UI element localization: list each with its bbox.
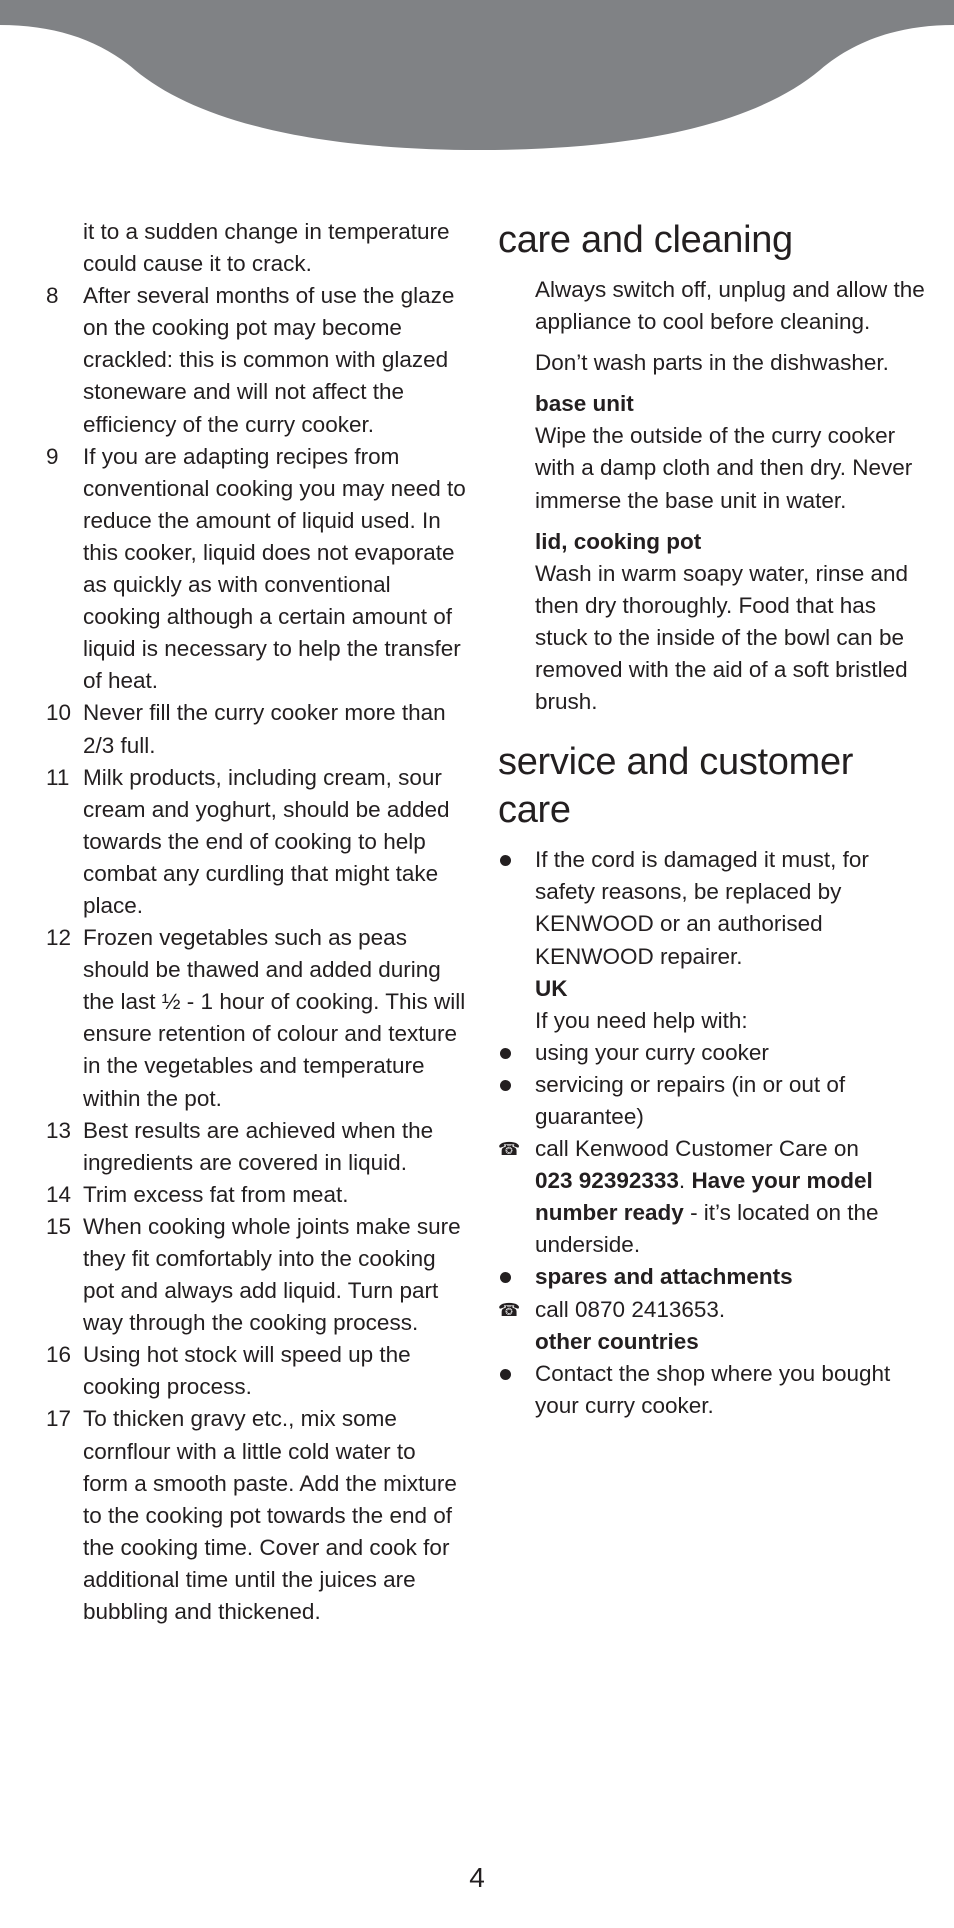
underside-note: - it’s located on the underside. — [535, 1200, 879, 1258]
item-text: Milk products, including cream, sour cream and yoghurt, should be added towards the end of cooking to help combat any curdling that might take place. — [83, 764, 450, 918]
item-text: After several months of use the glaze on the cooking pot may become crackled: this is common with glazed stoneware and will not affect the efficiency of the curry cooker. — [83, 283, 455, 437]
item-text: Trim excess fat from meat. — [83, 1181, 349, 1207]
item-number: 16 — [46, 1342, 72, 1368]
item-text: Frozen vegetables such as peas should be thawed and added during the last ½ - 1 hour of cooking. This will ensure retention of colour and texture in the vegetables and temperature within the pot. — [83, 925, 466, 1111]
model-number-note: Have your model number ready — [535, 1168, 873, 1226]
list-item — [46, 441, 466, 698]
bullet-text: using your curry cooker — [535, 1039, 769, 1065]
list-item — [46, 280, 466, 440]
bullet-text: servicing or repairs (in or out of guarantee) — [535, 1071, 846, 1129]
lid-title: lid, cooking pot — [535, 528, 702, 554]
lid-text: Wash in warm soapy water, rinse and then dry thoroughly. Food that has stuck to the inside of the bowl can be removed with the aid of a soft bristled brush. — [535, 560, 909, 715]
call-text: call Kenwood Customer Care on — [535, 1136, 859, 1162]
care-heading: care and cleaning — [498, 219, 793, 261]
uk-label: UK — [535, 975, 568, 1001]
list-item — [46, 1211, 466, 1339]
item-number: 10 — [46, 700, 72, 726]
item-text: When cooking whole joints make sure they fit comfortably into the cooking pot and always add liquid. Turn part way through the cooking process. — [83, 1213, 461, 1336]
item-number: 17 — [46, 1406, 72, 1432]
right-column — [498, 216, 928, 1422]
list-item — [498, 844, 928, 1037]
telephone-icon: ☎ — [498, 1139, 521, 1160]
bullet-icon — [498, 1069, 535, 1133]
list-item — [46, 1115, 466, 1179]
item-number: 11 — [46, 764, 70, 790]
telephone-icon: ☎ — [498, 1299, 521, 1320]
page-number: 4 — [469, 1862, 485, 1893]
bullet-icon — [498, 844, 535, 1037]
spares-title: spares and attachments — [535, 1264, 793, 1290]
other-countries-title: other countries — [535, 1328, 699, 1354]
item-text: If you are adapting recipes from conventional cooking you may need to reduce the amount of liquid used. In this cooker, liquid does not evaporate as quickly as with conventional cooking although a certain amount of liquid is necessary to help the transfer of heat. — [83, 443, 466, 694]
header-banner — [0, 0, 954, 160]
item-text: Best results are achieved when the ingredients are covered in liquid. — [83, 1117, 434, 1175]
item-number: 12 — [46, 925, 72, 951]
left-column — [46, 216, 466, 1628]
item-text: Using hot stock will speed up the cooking process. — [83, 1342, 411, 1400]
bullet-icon — [498, 1261, 535, 1293]
list-item — [46, 1403, 466, 1628]
item-text: Never fill the curry cooker more than 2/3 full. — [83, 700, 446, 758]
base-unit-text: Wipe the outside of the curry cooker with a damp cloth and then dry. Never immerse the base unit in water. — [535, 423, 913, 513]
service-heading: service and customer care — [498, 741, 854, 832]
cord-text: If the cord is damaged it must, for safety reasons, be replaced by KENWOOD or an authorised KENWOOD repairer. — [535, 847, 869, 969]
item-text: To thicken gravy etc., mix some cornflour with a little cold water to form a smooth paste. Add the mixture to the cooking pot towards the end of the cooking time. Cover and cook for additional time until the juices are bubbling and thickened. — [83, 1406, 457, 1625]
spares-phone: call 0870 2413653. — [535, 1296, 726, 1322]
continued-text: it to a sudden change in temperature could cause it to crack. — [83, 219, 450, 277]
list-item — [46, 697, 466, 761]
list-item — [498, 1133, 928, 1261]
item-number: 13 — [46, 1117, 72, 1143]
item-number: 15 — [46, 1213, 72, 1239]
list-item — [498, 1294, 928, 1358]
list-item — [46, 1339, 466, 1403]
item-number: 14 — [46, 1181, 72, 1207]
help-intro: If you need help with: — [535, 1007, 748, 1033]
list-item — [46, 1179, 466, 1211]
list-item — [498, 1069, 928, 1133]
care-intro: Always switch off, unplug and allow the appliance to cool before cleaning. — [535, 277, 925, 335]
contact-text: Contact the shop where you bought your curry cooker. — [535, 1360, 891, 1418]
item-number: 9 — [46, 443, 59, 469]
bullet-icon — [498, 1037, 535, 1069]
bullet-icon — [498, 1358, 535, 1422]
list-item — [46, 922, 466, 1115]
care-dishwasher-note: Don’t wash parts in the dishwasher. — [535, 350, 889, 376]
period: . — [678, 1168, 686, 1194]
list-item — [46, 762, 466, 922]
list-item — [498, 1358, 928, 1422]
phone-number: 023 92392333 — [535, 1168, 679, 1194]
base-unit-title: base unit — [535, 391, 634, 417]
list-item — [498, 1261, 928, 1293]
list-item — [498, 1037, 928, 1069]
item-number: 8 — [46, 283, 59, 309]
